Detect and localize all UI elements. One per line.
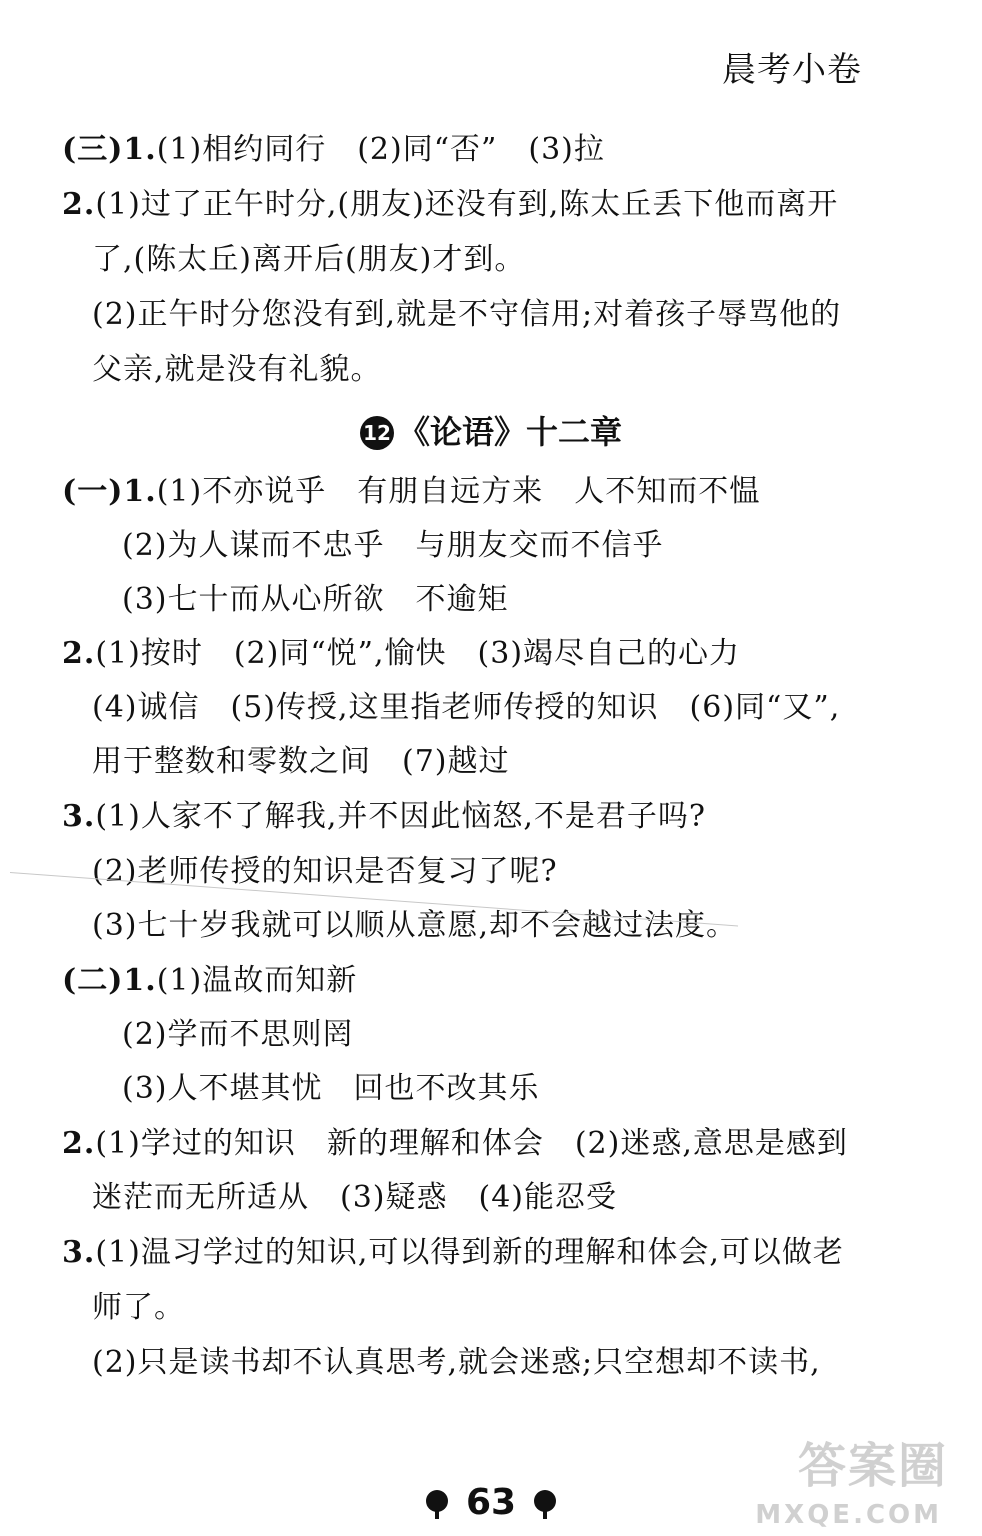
answer-text: 了,(陈太丘)离开后(朋友)才到。 (92, 242, 526, 277)
answer-line (62, 130, 605, 170)
answer-line (122, 1015, 354, 1055)
question-number: 3. (62, 1235, 96, 1270)
question-number: 2. (62, 636, 96, 671)
answer-line (92, 350, 382, 390)
answer-text: (2)正午时分您没有到,就是不守信用;对着孩子辱骂他的 (92, 297, 842, 332)
section-number-badge: 12 (360, 416, 394, 450)
answer-text: (2)老师传授的知识是否复习了呢? (92, 854, 558, 889)
answer-line (122, 580, 509, 620)
answer-line (122, 526, 664, 566)
answer-line (92, 688, 840, 728)
answer-line (92, 852, 558, 892)
section-title (0, 410, 982, 454)
answer-text: (1)温故而知新 (156, 963, 358, 998)
answer-text: 用于整数和零数之间 (7)越过 (92, 744, 510, 779)
answer-line (92, 295, 841, 335)
answer-text: (1)温习学过的知识,可以得到新的理解和体会,可以做老 (95, 1235, 844, 1270)
answer-text: (1)人家不了解我,并不因此恼怒,不是君子吗? (95, 799, 706, 834)
answer-text: (2)为人谋而不忠乎 与朋友交而不信乎 (122, 528, 664, 563)
page-number: 63 (465, 1482, 517, 1523)
answer-text: 迷茫而无所适从 (3)疑惑 (4)能忍受 (92, 1180, 617, 1215)
answer-line (62, 961, 357, 1001)
answer-text: (3)七十而从心所欲 不逾矩 (122, 582, 509, 617)
answer-text: (2)只是读书却不认真思考,就会迷惑;只空想却不读书, (92, 1345, 821, 1380)
answer-text: (1)按时 (2)同“悦”,愉快 (3)竭尽自己的心力 (95, 636, 741, 671)
answer-text: (1)学过的知识 新的理解和体会 (2)迷惑,意思是感到 (95, 1126, 848, 1161)
answer-text: (3)人不堪其忧 回也不改其乐 (122, 1071, 540, 1106)
answer-line (92, 1288, 185, 1328)
answer-text: 父亲,就是没有礼貌。 (92, 352, 382, 387)
answer-line (62, 797, 706, 837)
question-number: 2. (62, 1126, 96, 1161)
question-number: (二)1. (62, 963, 157, 998)
answer-line (92, 1178, 617, 1218)
answer-line (62, 1124, 848, 1164)
answer-text: (1)过了正午时分,(朋友)还没有到,陈太丘丢下他而离开 (95, 187, 839, 222)
answer-line (62, 185, 838, 225)
answer-line (92, 742, 510, 782)
question-number: (一)1. (62, 474, 157, 509)
answer-line (62, 1233, 844, 1273)
answer-text: (2)学而不思则罔 (122, 1017, 354, 1052)
answer-text: (4)诚信 (5)传授,这里指老师传授的知识 (6)同“又”, (92, 690, 841, 725)
question-number: 3. (62, 799, 96, 834)
answer-line (92, 906, 737, 946)
answer-text: 师了。 (92, 1290, 185, 1325)
answer-text: (1)相约同行 (2)同“否” (3)拉 (156, 132, 605, 167)
tree-icon (529, 1488, 561, 1520)
book-title: 晨考小卷 (722, 50, 862, 90)
section-title-text: 《论语》十二章 (397, 413, 622, 451)
answer-text: (1)不亦说乎 有朋自远方来 人不知而不愠 (156, 474, 761, 509)
answer-text: (3)七十岁我就可以顺从意愿,却不会越过法度。 (92, 908, 738, 943)
watermark-url: MXQE.COM (755, 1500, 942, 1530)
question-number: 2. (62, 187, 96, 222)
answer-line (92, 1343, 821, 1383)
answer-line (62, 472, 760, 512)
answer-line (122, 1069, 540, 1109)
answer-line (92, 240, 525, 280)
question-number: (三)1. (62, 132, 157, 167)
tree-icon (421, 1488, 453, 1520)
watermark-logo: 答案圈 (797, 1438, 948, 1494)
answer-line (62, 634, 740, 674)
